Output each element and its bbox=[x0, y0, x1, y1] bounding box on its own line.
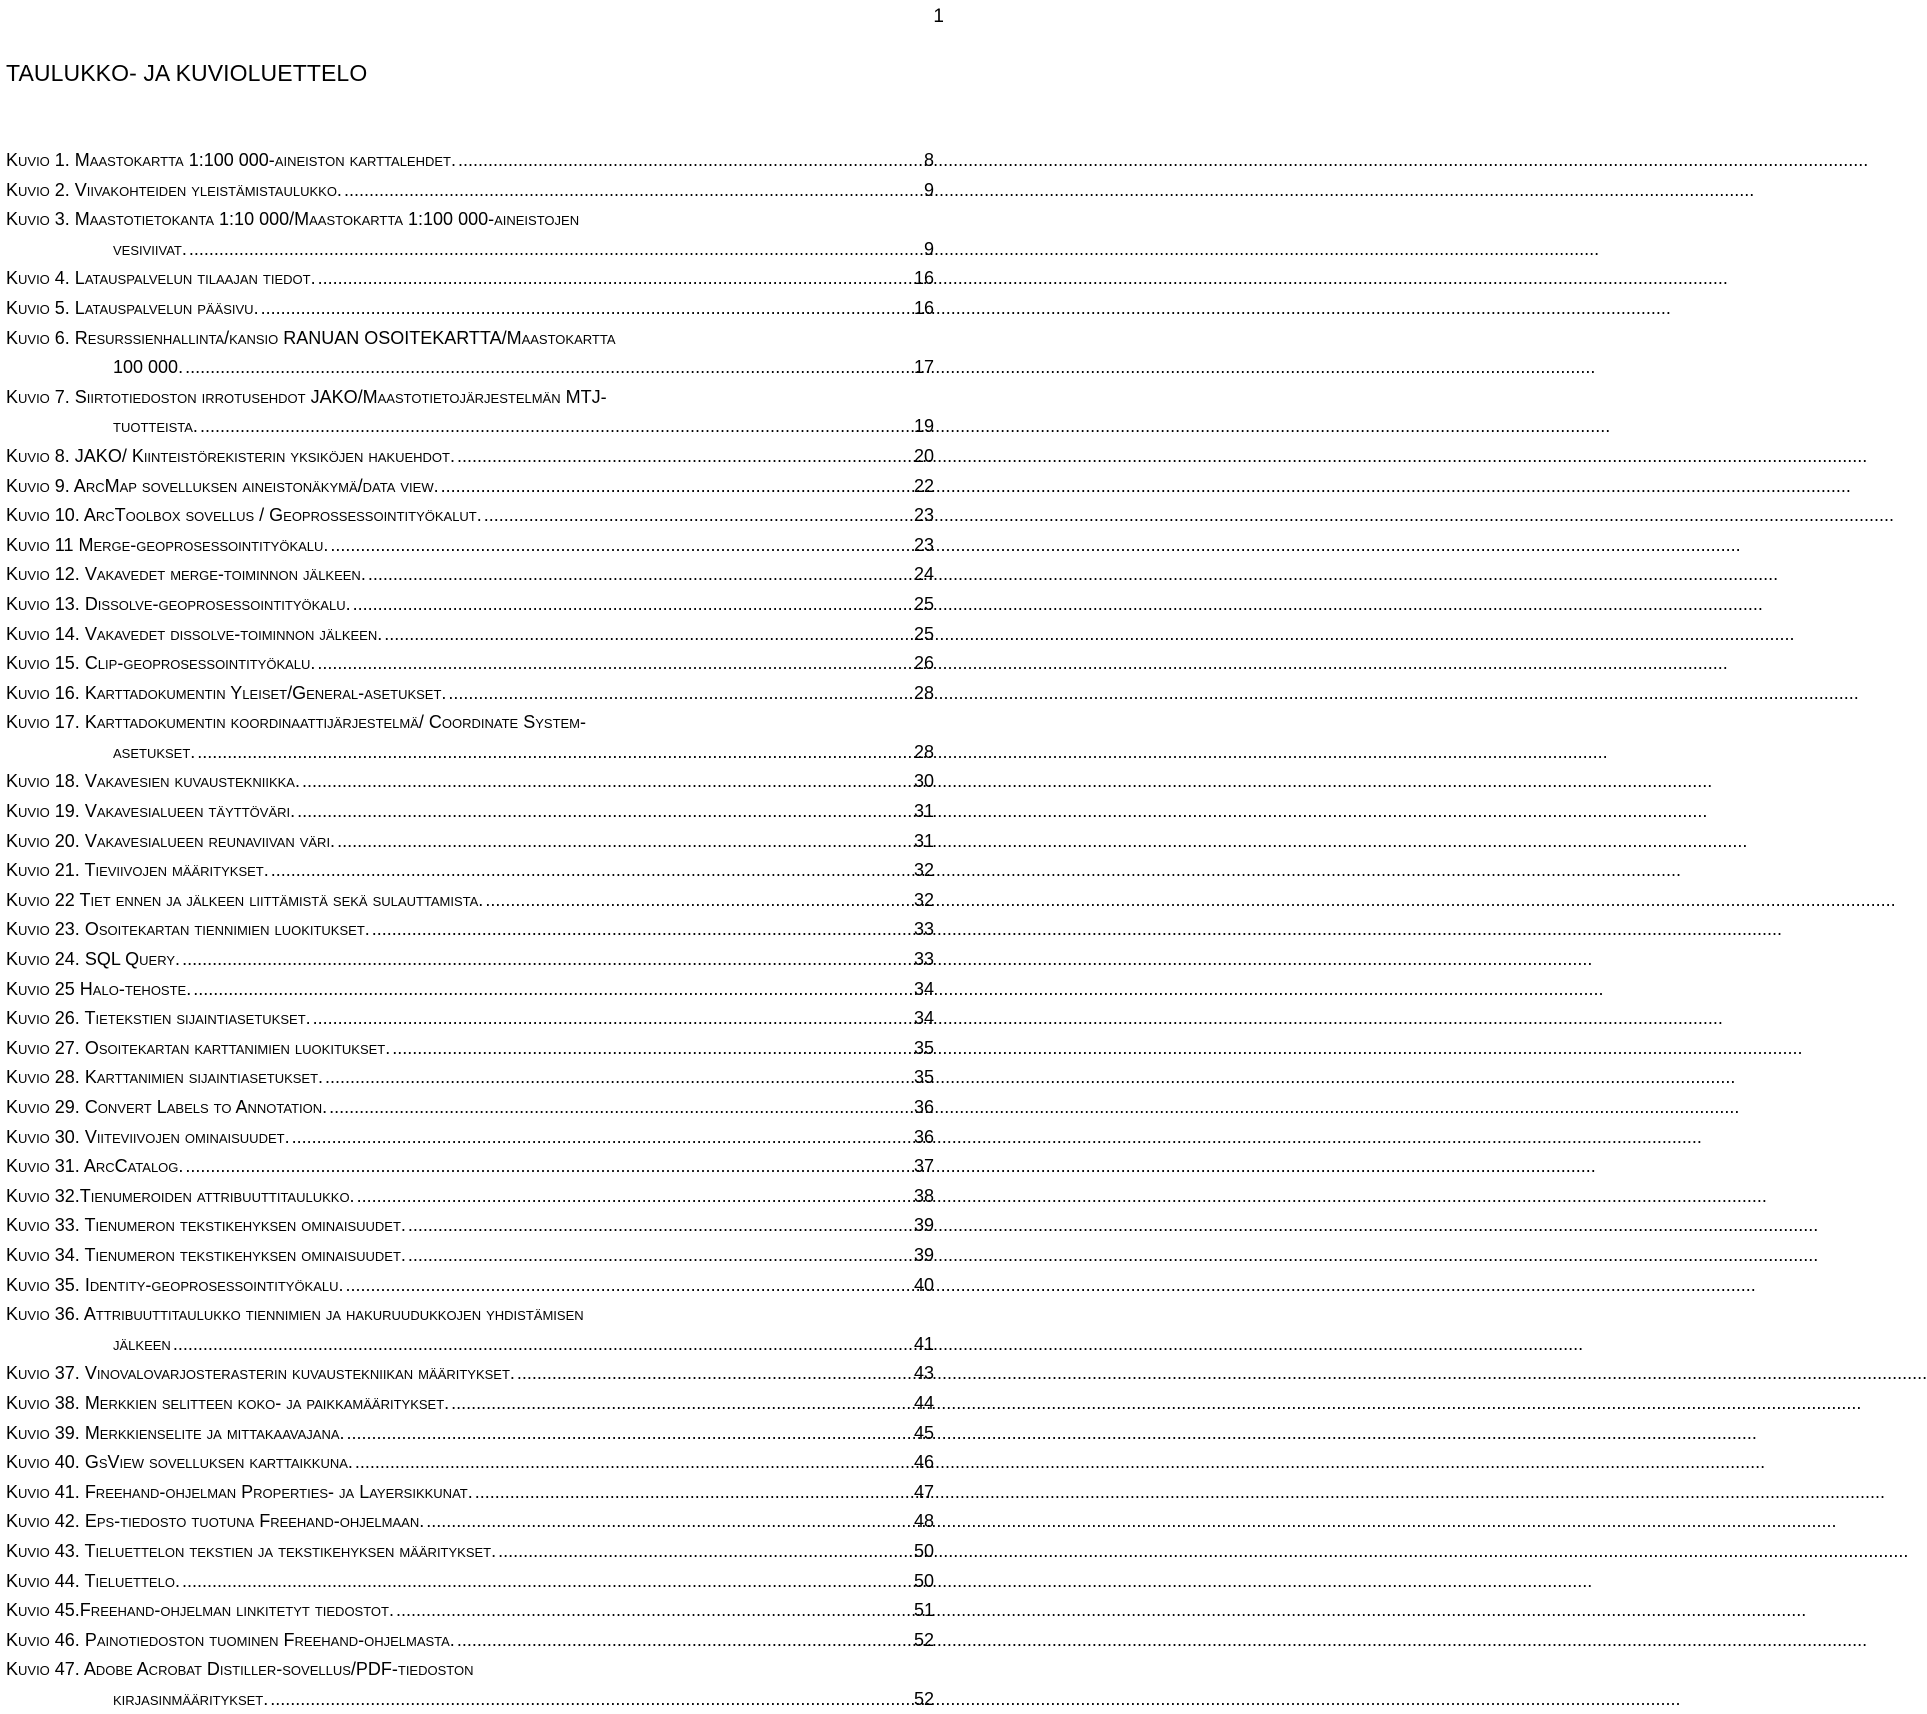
toc-entry-title: Kuvio 29. Convert Labels to Annotation. bbox=[6, 1097, 328, 1117]
toc-entry-title: Kuvio 4. Latauspalvelun tilaajan tiedot. bbox=[6, 268, 316, 289]
toc-entry-title: Kuvio 24. SQL Query. bbox=[6, 949, 181, 970]
toc-entry-line bbox=[6, 294, 934, 324]
toc-leader-dots bbox=[182, 945, 907, 975]
toc-entry[interactable] bbox=[6, 1537, 934, 1567]
toc-entry-continuation bbox=[6, 1685, 934, 1714]
toc-entry[interactable] bbox=[6, 1626, 934, 1656]
toc-entry-page: 17 bbox=[913, 357, 934, 378]
toc-entry-line bbox=[6, 590, 934, 620]
toc-leader-dots bbox=[475, 1478, 907, 1508]
toc-leader-dots bbox=[408, 1241, 907, 1271]
toc-entry[interactable] bbox=[6, 501, 934, 531]
toc-entry[interactable] bbox=[6, 1567, 934, 1597]
toc-entry[interactable] bbox=[6, 1389, 934, 1419]
toc-entry-page: 44 bbox=[913, 1392, 934, 1413]
toc-leader-dots bbox=[517, 1359, 907, 1389]
toc-entry-title: asetukset. bbox=[113, 741, 196, 762]
toc-entry-page: 39 bbox=[913, 1215, 934, 1236]
toc-leader-dots bbox=[173, 1330, 907, 1360]
toc-entry-line bbox=[6, 1537, 934, 1567]
toc-entry-page: 39 bbox=[913, 1244, 934, 1265]
toc-entry-line bbox=[6, 1567, 934, 1597]
toc-entry-title: kirjasinmääritykset. bbox=[113, 1688, 269, 1709]
toc-entry[interactable] bbox=[6, 176, 934, 206]
toc-entry-page: 23 bbox=[913, 505, 934, 526]
toc-entry-line bbox=[6, 501, 934, 531]
toc-entry-title: Kuvio 12. Vakavedet merge-toiminnon jälkeen. bbox=[6, 564, 366, 585]
toc-leader-dots bbox=[353, 590, 907, 620]
toc-entry-title: Kuvio 27. Osoitekartan karttanimien luokitukset. bbox=[6, 1037, 391, 1058]
toc-entry[interactable] bbox=[6, 975, 934, 1005]
toc-leader-dots bbox=[313, 1004, 907, 1034]
toc-entry-line bbox=[6, 472, 934, 502]
toc-entry-page: 32 bbox=[913, 860, 934, 881]
toc-entry-line bbox=[6, 1241, 934, 1271]
toc-leader-dots bbox=[200, 412, 907, 442]
toc-entry-title: Kuvio 33. Tienumeron tekstikehyksen ominaisuudet. bbox=[6, 1215, 406, 1236]
toc-entry-continuation bbox=[6, 1330, 934, 1360]
toc-entry-title: Kuvio 21. Tieviivojen määritykset. bbox=[6, 860, 269, 881]
toc-entry-line bbox=[6, 856, 934, 886]
toc-entry-page: 24 bbox=[913, 564, 934, 585]
toc-entry-page: 35 bbox=[913, 1067, 934, 1088]
toc-leader-dots bbox=[302, 767, 907, 797]
toc-entry-page: 34 bbox=[913, 978, 934, 999]
toc-entry[interactable] bbox=[6, 945, 934, 975]
toc-entry[interactable] bbox=[6, 1419, 934, 1449]
toc-entry-line bbox=[6, 442, 934, 472]
toc-entry-title: Kuvio 18. Vakavesien kuvaustekniikka. bbox=[6, 771, 300, 792]
toc-entry-title: Kuvio 11 Merge-geoprosessointityökalu. bbox=[6, 534, 329, 555]
toc-entry-page: 36 bbox=[913, 1097, 934, 1117]
toc-entry-line bbox=[6, 1507, 934, 1537]
toc-entry-title: Kuvio 47. Adobe Acrobat Distiller-sovellus/PDF-tiedoston bbox=[6, 1659, 474, 1680]
toc-entry-line bbox=[6, 1093, 934, 1123]
toc-entry-line bbox=[6, 176, 934, 206]
toc-entry-page: 37 bbox=[913, 1156, 934, 1177]
toc-entry-title: Kuvio 43. Tieluettelon tekstien ja tekstikehyksen määritykset. bbox=[6, 1540, 497, 1561]
toc-entry[interactable] bbox=[6, 1034, 934, 1064]
toc-entry-page: 51 bbox=[913, 1600, 934, 1621]
toc-entry-title: Kuvio 26. Tietekstien sijaintiasetukset. bbox=[6, 1008, 311, 1029]
toc-entry-page: 45 bbox=[913, 1422, 934, 1443]
toc-entry-line bbox=[6, 649, 934, 679]
toc-entry-title: 100 000. bbox=[113, 357, 184, 378]
toc-entry-page: 30 bbox=[913, 771, 934, 792]
toc-entry-title: Kuvio 38. Merkkien selitteen koko- ja paikkamääritykset. bbox=[6, 1392, 450, 1413]
toc-entry[interactable] bbox=[6, 1241, 934, 1271]
toc-entry[interactable] bbox=[6, 1300, 934, 1359]
toc-entry[interactable] bbox=[6, 1093, 934, 1123]
toc-entry-line bbox=[6, 1152, 934, 1182]
toc-entry-line bbox=[6, 1626, 934, 1656]
toc-entry-line bbox=[6, 1271, 934, 1301]
toc-leader-dots bbox=[426, 1507, 907, 1537]
toc-entry-title: Kuvio 42. Eps-tiedosto tuotuna Freehand-ohjelmaan. bbox=[6, 1511, 425, 1532]
toc-leader-dots bbox=[368, 560, 907, 590]
toc-entry-line bbox=[6, 1182, 934, 1212]
toc-entry[interactable] bbox=[6, 442, 934, 472]
toc-entry-line bbox=[6, 383, 934, 413]
toc-entry-page: 22 bbox=[913, 475, 934, 496]
toc-entry-line bbox=[6, 1655, 934, 1685]
toc-entry[interactable] bbox=[6, 264, 934, 294]
toc-entry[interactable] bbox=[6, 827, 934, 857]
toc-entry-page: 9 bbox=[923, 179, 934, 200]
toc-entry[interactable] bbox=[6, 1182, 934, 1212]
toc-entry-line bbox=[6, 1211, 934, 1241]
toc-entry-title: Kuvio 46. Painotiedoston tuominen Freehand-ohjelmasta. bbox=[6, 1629, 455, 1650]
toc-entry-page: 31 bbox=[913, 830, 934, 851]
page-title: TAULUKKO- JA KUVIOLUETTELO bbox=[6, 60, 368, 86]
toc-entry[interactable] bbox=[6, 1063, 934, 1093]
toc-leader-dots bbox=[448, 679, 907, 709]
toc-entry-title: Kuvio 37. Vinovalovarjosterasterin kuvaustekniikan määritykset. bbox=[6, 1363, 515, 1384]
toc-entry-page: 50 bbox=[913, 1540, 934, 1561]
toc-entry-title: Kuvio 19. Vakavesialueen täyttöväri. bbox=[6, 801, 296, 822]
toc-entry-title: Kuvio 17. Karttadokumentin koordinaattijärjestelmä/ Coordinate System- bbox=[6, 712, 587, 733]
toc-leader-dots bbox=[261, 294, 907, 324]
toc-leader-dots bbox=[392, 1034, 907, 1064]
toc-entry-title: Kuvio 5. Latauspalvelun pääsivu. bbox=[6, 297, 259, 318]
toc-leader-dots bbox=[355, 1448, 907, 1478]
figure-list bbox=[6, 146, 934, 1714]
toc-entry-line bbox=[6, 560, 934, 590]
toc-entry-title: Kuvio 8. JAKO/ Kiinteistörekisterin yksiköjen hakuehdot. bbox=[6, 445, 455, 466]
toc-leader-dots bbox=[498, 1537, 907, 1567]
toc-leader-dots bbox=[182, 1567, 907, 1597]
toc-entry[interactable] bbox=[6, 767, 934, 797]
toc-entry-line bbox=[6, 620, 934, 650]
toc-entry[interactable] bbox=[6, 1596, 934, 1626]
toc-entry-line bbox=[6, 1300, 934, 1330]
toc-entry-title: Kuvio 36. Attribuuttitaulukko tiennimien ja hakuruudukkojen yhdistämisen bbox=[6, 1304, 584, 1325]
toc-entry-line bbox=[6, 679, 934, 709]
toc-entry-page: 50 bbox=[913, 1570, 934, 1591]
toc-entry-title: Kuvio 25 Halo-tehoste. bbox=[6, 978, 192, 999]
toc-entry-title: Kuvio 40. GsView sovelluksen karttaikkuna. bbox=[6, 1452, 353, 1473]
toc-entry-page: 25 bbox=[913, 623, 934, 644]
toc-leader-dots bbox=[193, 975, 907, 1005]
toc-entry-page: 48 bbox=[913, 1511, 934, 1532]
toc-entry[interactable] bbox=[6, 856, 934, 886]
toc-entry-page: 23 bbox=[913, 534, 934, 555]
toc-leader-dots bbox=[325, 1063, 907, 1093]
toc-entry-line bbox=[6, 1063, 934, 1093]
toc-leader-dots bbox=[451, 1389, 907, 1419]
toc-entry-title: Kuvio 34. Tienumeron tekstikehyksen ominaisuudet. bbox=[6, 1244, 406, 1265]
toc-entry-page: 32 bbox=[913, 889, 934, 910]
toc-leader-dots bbox=[457, 1626, 907, 1656]
toc-entry-page: 16 bbox=[913, 297, 934, 318]
toc-entry-line bbox=[6, 146, 934, 176]
toc-leader-dots bbox=[458, 146, 907, 176]
toc-entry[interactable] bbox=[6, 560, 934, 590]
toc-entry-title: Kuvio 30. Viiteviivojen ominaisuudet. bbox=[6, 1126, 290, 1147]
toc-entry[interactable] bbox=[6, 590, 934, 620]
toc-leader-dots bbox=[347, 1419, 907, 1449]
toc-leader-dots bbox=[408, 1211, 907, 1241]
toc-entry-title: Kuvio 1. Maastokartta 1:100 000-aineiston karttalehdet. bbox=[6, 150, 456, 170]
toc-entry-line bbox=[6, 1359, 934, 1389]
toc-leader-dots bbox=[185, 353, 907, 383]
toc-entry-continuation bbox=[6, 412, 934, 442]
toc-leader-dots bbox=[344, 176, 907, 206]
toc-leader-dots bbox=[317, 649, 907, 679]
toc-entry-line bbox=[6, 205, 934, 235]
toc-entry-line bbox=[6, 886, 934, 916]
toc-entry-title: Kuvio 44. Tieluettelo. bbox=[6, 1570, 180, 1591]
toc-entry-line bbox=[6, 708, 934, 738]
toc-entry-title: tuotteista. bbox=[113, 416, 198, 437]
toc-leader-dots bbox=[372, 915, 907, 945]
toc-entry-page: 41 bbox=[913, 1333, 934, 1354]
toc-entry[interactable] bbox=[6, 915, 934, 945]
toc-leader-dots bbox=[346, 1271, 907, 1301]
toc-entry[interactable] bbox=[6, 1478, 934, 1508]
toc-entry-title: Kuvio 7. Siirtotiedoston irrotusehdot JAKO/Maastotietojärjestelmän MTJ- bbox=[6, 386, 607, 407]
toc-entry[interactable] bbox=[6, 146, 934, 176]
toc-entry-page: 28 bbox=[913, 682, 934, 703]
toc-entry-title: Kuvio 6. Resurssienhallinta/kansio RANUAN OSOITEKARTTA/Maastokartta bbox=[6, 327, 616, 348]
toc-entry-title: Kuvio 28. Karttanimien sijaintiasetukset. bbox=[6, 1067, 324, 1088]
toc-entry-page: 16 bbox=[913, 268, 934, 289]
toc-entry-line bbox=[6, 827, 934, 857]
toc-leader-dots bbox=[197, 738, 907, 768]
toc-entry-title: Kuvio 22 Tiet ennen ja jälkeen liittämistä sekä sulauttamista. bbox=[6, 889, 484, 910]
page-number: 1 bbox=[933, 6, 944, 27]
toc-leader-dots bbox=[396, 1596, 907, 1626]
toc-entry-line bbox=[6, 1419, 934, 1449]
toc-entry-title: Kuvio 41. Freehand-ohjelman Properties- ja Layersikkunat. bbox=[6, 1481, 473, 1502]
toc-entry-line bbox=[6, 1448, 934, 1478]
toc-entry-page: 26 bbox=[913, 653, 934, 674]
toc-entry-page: 35 bbox=[913, 1037, 934, 1058]
toc-entry-page: 33 bbox=[913, 919, 934, 940]
toc-leader-dots bbox=[485, 886, 907, 916]
toc-entry-line bbox=[6, 324, 934, 354]
toc-entry-page: 28 bbox=[913, 741, 934, 762]
toc-leader-dots bbox=[297, 797, 907, 827]
toc-entry[interactable] bbox=[6, 1123, 934, 1153]
toc-entry-title: Kuvio 15. Clip-geoprosessointityökalu. bbox=[6, 653, 316, 674]
toc-entry-line bbox=[6, 264, 934, 294]
toc-entry[interactable] bbox=[6, 886, 934, 916]
toc-entry-line bbox=[6, 1034, 934, 1064]
toc-leader-dots bbox=[270, 1685, 907, 1714]
toc-entry-title: Kuvio 13. Dissolve-geoprosessointityökalu. bbox=[6, 593, 351, 614]
toc-leader-dots bbox=[189, 235, 907, 265]
toc-entry-page: 19 bbox=[913, 416, 934, 437]
toc-entry[interactable] bbox=[6, 383, 934, 442]
toc-entry[interactable] bbox=[6, 1004, 934, 1034]
toc-entry-title: Kuvio 35. Identity-geoprosessointityökalu. bbox=[6, 1274, 344, 1295]
toc-entry[interactable] bbox=[6, 797, 934, 827]
toc-entry-line bbox=[6, 1478, 934, 1508]
toc-entry[interactable] bbox=[6, 1359, 934, 1389]
toc-entry-page: 25 bbox=[913, 593, 934, 614]
toc-entry-page: 47 bbox=[913, 1481, 934, 1502]
toc-entry-title: Kuvio 32.Tienumeroiden attribuuttitaulukko. bbox=[6, 1185, 355, 1206]
toc-entry-line bbox=[6, 945, 934, 975]
toc-entry-title: jälkeen bbox=[113, 1333, 171, 1354]
toc-leader-dots bbox=[292, 1123, 907, 1153]
toc-entry[interactable] bbox=[6, 679, 934, 709]
toc-entry-continuation bbox=[6, 235, 934, 265]
toc-leader-dots bbox=[337, 827, 907, 857]
toc-entry[interactable] bbox=[6, 205, 934, 264]
toc-entry-page: 36 bbox=[913, 1126, 934, 1147]
toc-entry[interactable] bbox=[6, 531, 934, 561]
toc-entry[interactable] bbox=[6, 472, 934, 502]
toc-entry-line bbox=[6, 975, 934, 1005]
toc-entry-page: 34 bbox=[913, 1008, 934, 1029]
toc-entry-line bbox=[6, 767, 934, 797]
toc-leader-dots bbox=[357, 1182, 907, 1212]
toc-leader-dots bbox=[330, 531, 907, 561]
toc-entry-page: 52 bbox=[913, 1629, 934, 1650]
toc-entry-page: 31 bbox=[913, 801, 934, 822]
toc-entry-line bbox=[6, 1596, 934, 1626]
toc-entry-title: Kuvio 39. Merkkienselite ja mittakaavajana. bbox=[6, 1422, 345, 1443]
toc-entry-page: 8 bbox=[923, 150, 934, 170]
toc-entry-page: 38 bbox=[913, 1185, 934, 1206]
toc-entry[interactable] bbox=[6, 1211, 934, 1241]
toc-entry-line bbox=[6, 797, 934, 827]
toc-entry-page: 40 bbox=[913, 1274, 934, 1295]
toc-leader-dots bbox=[185, 1152, 907, 1182]
toc-entry-title: vesiviivat. bbox=[113, 238, 187, 259]
toc-entry-title: Kuvio 31. ArcCatalog. bbox=[6, 1156, 184, 1177]
toc-entry[interactable] bbox=[6, 620, 934, 650]
toc-entry[interactable] bbox=[6, 1507, 934, 1537]
toc-entry[interactable] bbox=[6, 324, 934, 383]
toc-entry-page: 20 bbox=[913, 445, 934, 466]
toc-entry[interactable] bbox=[6, 1152, 934, 1182]
toc-entry-title: Kuvio 3. Maastotietokanta 1:10 000/Maastokartta 1:100 000-aineistojen bbox=[6, 209, 580, 230]
toc-entry-title: Kuvio 9. ArcMap sovelluksen aineistonäkymä/data view. bbox=[6, 475, 439, 496]
toc-entry-title: Kuvio 14. Vakavedet dissolve-toiminnon jälkeen. bbox=[6, 623, 383, 644]
toc-entry-title: Kuvio 16. Karttadokumentin Yleiset/General-asetukset. bbox=[6, 682, 447, 703]
toc-leader-dots bbox=[484, 501, 907, 531]
toc-leader-dots bbox=[329, 1093, 907, 1123]
toc-entry-title: Kuvio 2. Viivakohteiden yleistämistaulukko. bbox=[6, 179, 342, 200]
toc-entry-title: Kuvio 23. Osoitekartan tiennimien luokitukset. bbox=[6, 919, 370, 940]
toc-entry-line bbox=[6, 915, 934, 945]
toc-entry-line bbox=[6, 531, 934, 561]
toc-leader-dots bbox=[457, 442, 907, 472]
toc-entry[interactable] bbox=[6, 649, 934, 679]
toc-entry[interactable] bbox=[6, 1448, 934, 1478]
toc-leader-dots bbox=[271, 856, 907, 886]
toc-entry[interactable] bbox=[6, 294, 934, 324]
toc-entry-title: Kuvio 20. Vakavesialueen reunaviivan väri. bbox=[6, 830, 336, 851]
toc-entry-line bbox=[6, 1004, 934, 1034]
toc-entry-title: Kuvio 10. ArcToolbox sovellus / Geoprossessointityökalut. bbox=[6, 505, 482, 526]
toc-entry-line bbox=[6, 1123, 934, 1153]
toc-leader-dots bbox=[441, 472, 907, 502]
toc-entry-line bbox=[6, 1389, 934, 1419]
toc-entry-page: 46 bbox=[913, 1452, 934, 1473]
toc-entry-page: 9 bbox=[923, 238, 934, 259]
toc-leader-dots bbox=[384, 620, 907, 650]
toc-entry-page: 43 bbox=[913, 1363, 934, 1384]
toc-entry[interactable] bbox=[6, 708, 934, 767]
toc-leader-dots bbox=[318, 264, 907, 294]
toc-entry-continuation bbox=[6, 353, 934, 383]
toc-entry-continuation bbox=[6, 738, 934, 768]
toc-entry-page: 52 bbox=[913, 1688, 934, 1709]
toc-entry[interactable] bbox=[6, 1271, 934, 1301]
toc-entry-page: 33 bbox=[913, 949, 934, 970]
toc-entry-title: Kuvio 45.Freehand-ohjelman linkitetyt tiedostot. bbox=[6, 1600, 394, 1621]
toc-entry[interactable] bbox=[6, 1655, 934, 1714]
